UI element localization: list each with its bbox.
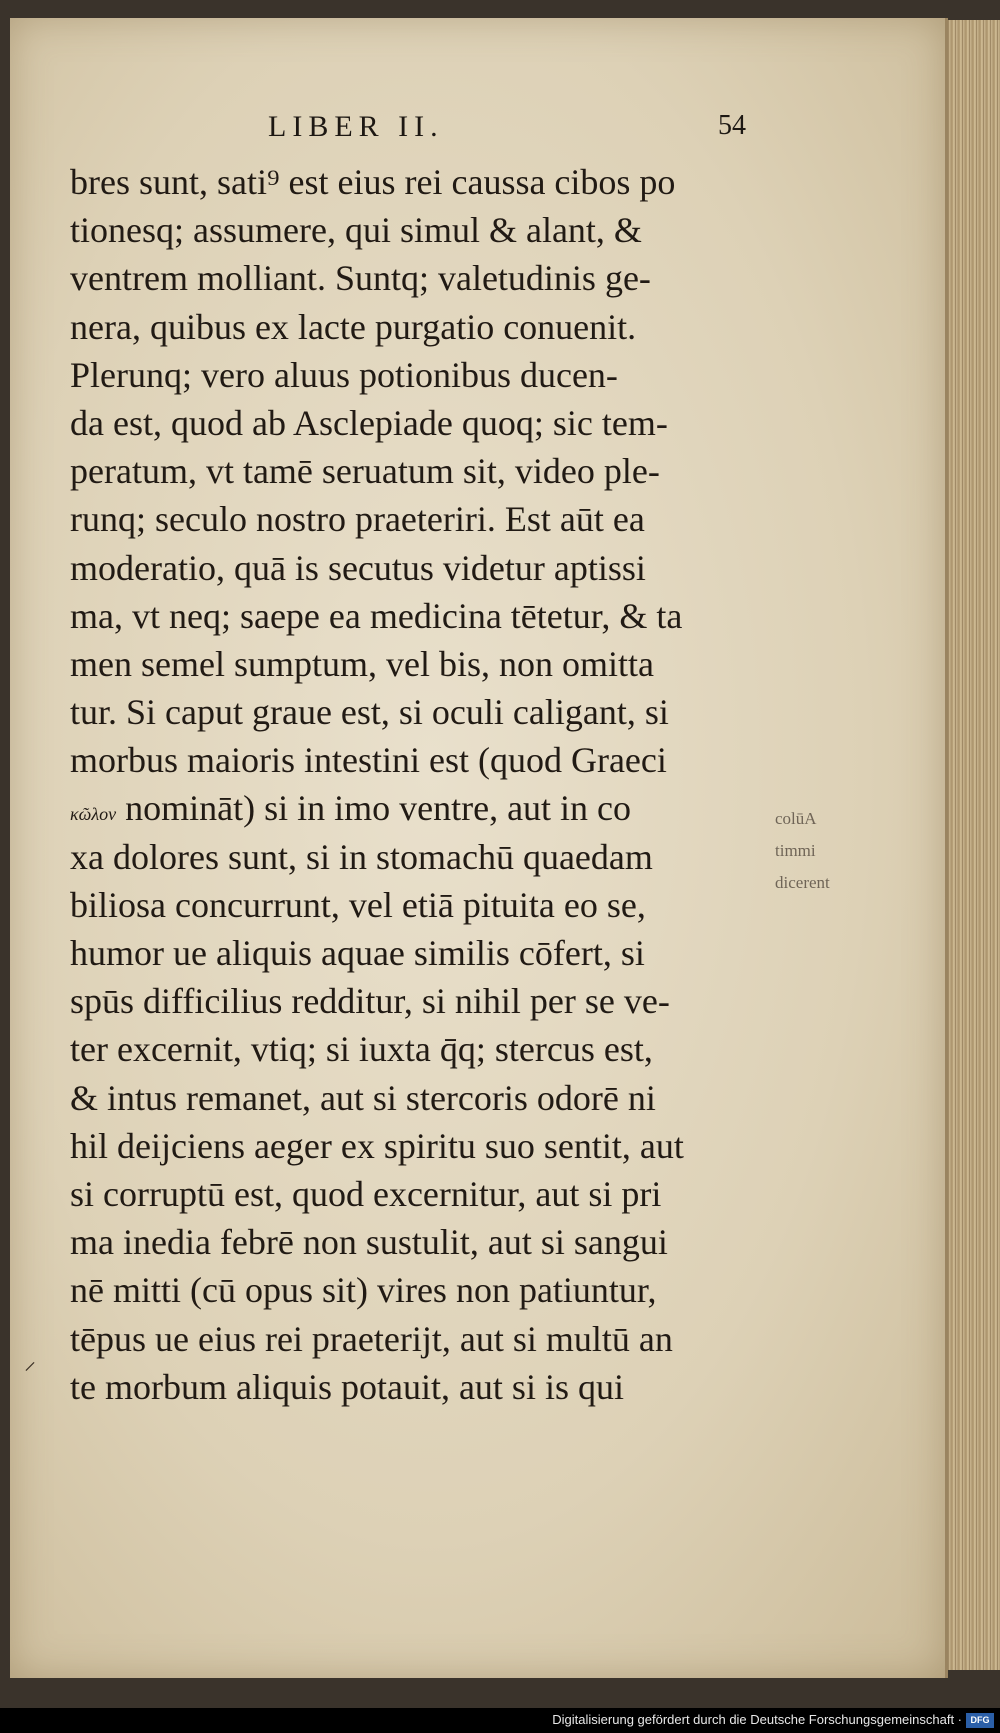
text-line: te morbum aliquis potauit, aut si is qui bbox=[70, 1366, 624, 1407]
stray-ink-mark: ⸝ bbox=[24, 1349, 36, 1375]
text-line: peratum, vt tamē seruatum sit, video ple- bbox=[70, 451, 660, 492]
text-line: morbus maioris intestini est (quod Graeci bbox=[70, 740, 667, 781]
marginal-note-line: colūA bbox=[775, 809, 817, 828]
text-line: nē mitti (cū opus sit) vires non patiuntur, bbox=[70, 1270, 657, 1311]
text-line: ma, vt neq; saepe ea medicina tētetur, & ta bbox=[70, 595, 683, 636]
text-line: tēpus ue eius rei praeterijt, aut si multū an bbox=[70, 1318, 673, 1359]
text-line: spūs difficilius redditur, si nihil per se ve- bbox=[70, 981, 670, 1022]
book-page bbox=[10, 18, 948, 1678]
text-line: Plerunq; vero aluus potionibus ducen- bbox=[70, 354, 618, 395]
folio-number: 54 bbox=[718, 110, 746, 141]
text-line: tionesq; assumere, qui simul & alant, & bbox=[70, 210, 642, 251]
text-line: tur. Si caput graue est, si oculi caligant, si bbox=[70, 692, 669, 733]
running-head: LIBER II. bbox=[268, 110, 444, 143]
footer-bar bbox=[0, 1708, 1000, 1733]
text-line: humor ue aliquis aquae similis cōfert, si bbox=[70, 933, 645, 973]
text-line-greek bbox=[70, 784, 770, 832]
text-line: ma inedia febrē non sustulit, aut si sangui bbox=[70, 1222, 668, 1263]
text-line-rest: nomināt) si in imo ventre, aut in co bbox=[116, 788, 632, 829]
text-line: nera, quibus ex lacte purgatio conuenit. bbox=[70, 306, 637, 347]
text-line: runq; seculo nostro praeteriri. Est aūt ea bbox=[70, 499, 645, 540]
text-line: bres sunt, sati⁹ est eius rei caussa cibos po bbox=[70, 162, 676, 202]
text-line: men semel sumptum, vel bis, non omitta bbox=[70, 643, 654, 684]
text-line: & intus remanet, aut si stercoris odorē ni bbox=[70, 1077, 656, 1118]
text-line: biliosa concurrunt, vel etiā pituita eo se, bbox=[70, 884, 646, 925]
footer-credit: Digitalisierung gefördert durch die Deutsche Forschungsgemeinschaft · bbox=[552, 1712, 962, 1727]
dfg-logo: DFG bbox=[966, 1713, 994, 1728]
text-line: moderatio, quā is secutus videtur aptissi bbox=[70, 547, 646, 588]
greek-word: κῶλον bbox=[70, 804, 117, 825]
marginal-note bbox=[775, 803, 865, 899]
text-line: ventrem molliant. Suntq; valetudinis ge- bbox=[70, 258, 651, 299]
marginal-note-line: timmi bbox=[775, 841, 816, 860]
text-line: da est, quod ab Asclepiade quoq; sic tem- bbox=[70, 402, 668, 443]
marginal-note-line: dicerent bbox=[775, 873, 830, 892]
text-line: hil deijciens aeger ex spiritu suo sentit, aut bbox=[70, 1125, 684, 1166]
book-page-edges bbox=[940, 20, 1000, 1670]
text-line: ter excernit, vtiq; si iuxta q̄q; stercus est, bbox=[70, 1029, 653, 1070]
text-line: si corruptū est, quod excernitur, aut si pri bbox=[70, 1173, 662, 1214]
text-block bbox=[70, 158, 770, 1411]
page-header bbox=[10, 110, 945, 150]
text-line: xa dolores sunt, si in stomachū quaedam bbox=[70, 836, 653, 877]
